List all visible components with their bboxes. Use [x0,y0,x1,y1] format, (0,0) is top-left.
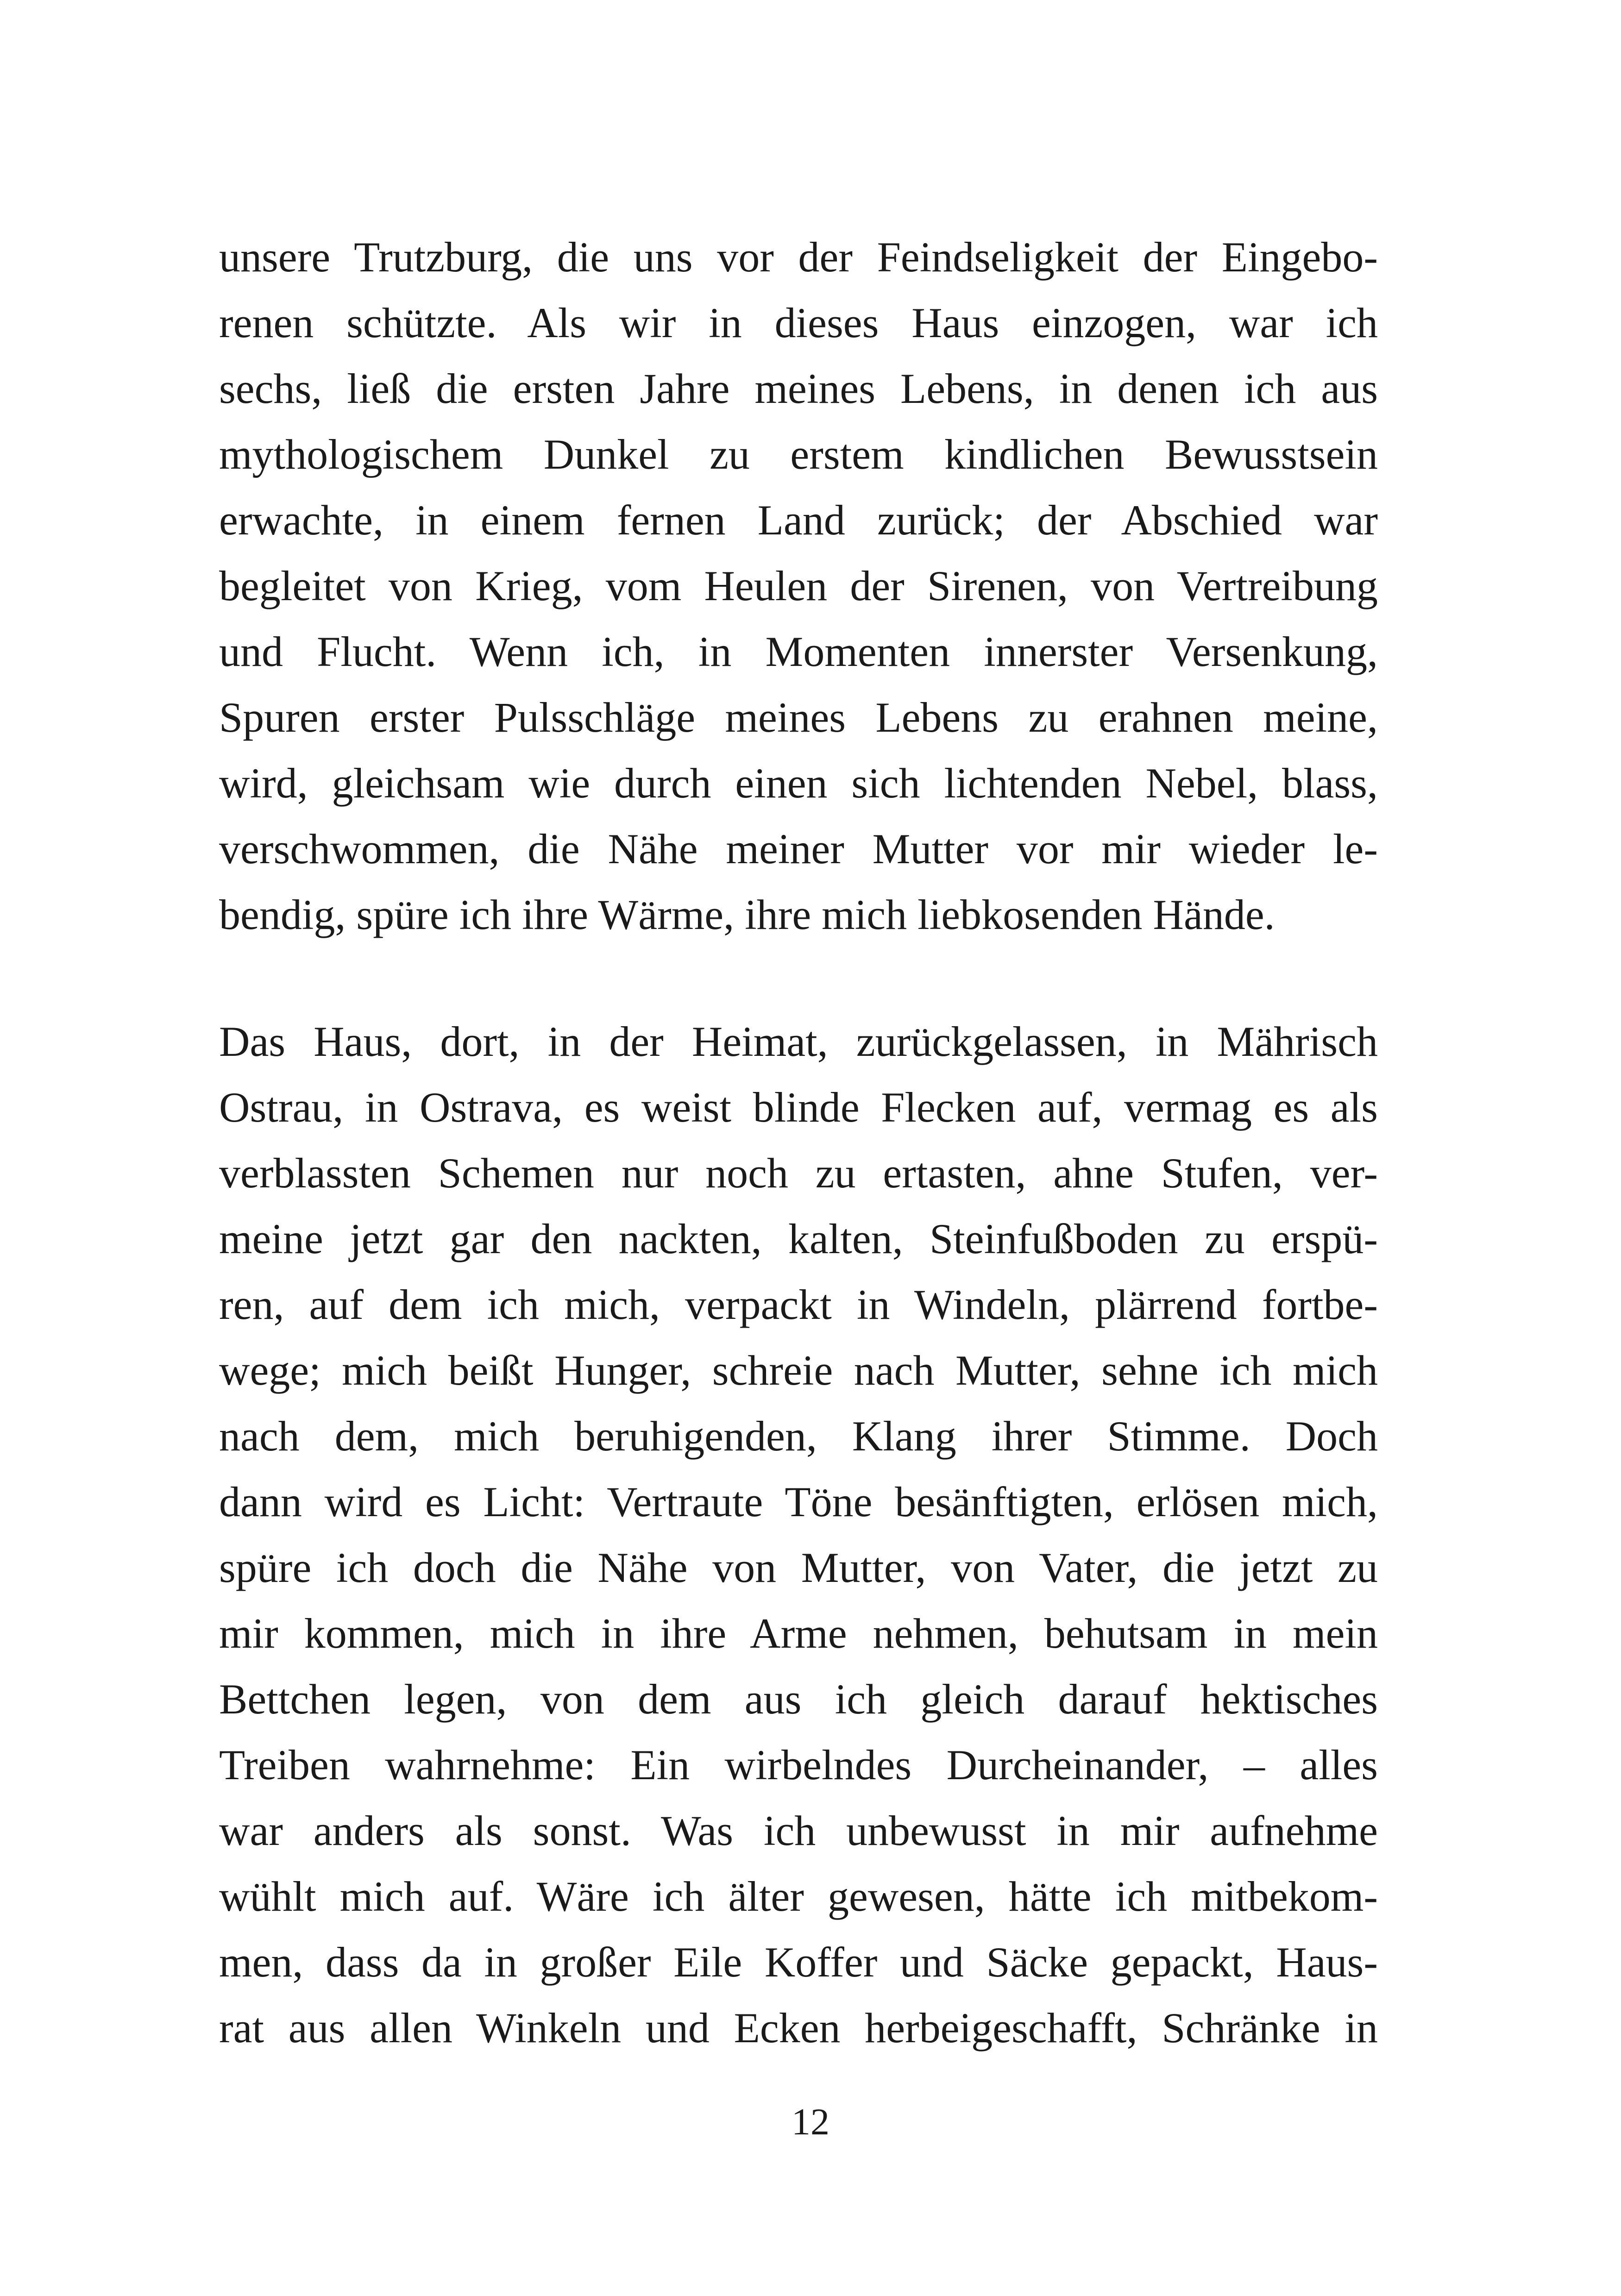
text-line: erwachte, in einem fernen Land zurück; der Abschied war [219,496,1378,544]
text-line: wege; mich beißt Hunger, schreie nach Mutter, sehne ich mich [219,1347,1378,1394]
text-line: spüre ich doch die Nähe von Mutter, von Vater, die jetzt zu [219,1544,1378,1591]
text-line: rat aus allen Winkeln und Ecken herbeigeschafft, Schränke in [219,2004,1378,2051]
text-line: mir kommen, mich in ihre Arme nehmen, behutsam in mein [219,1610,1378,1657]
text-line: renen schützte. Als wir in dieses Haus einzogen, war ich [219,299,1378,346]
text-line: bendig, spüre ich ihre Wärme, ihre mich liebkosenden Hände. [219,891,1275,938]
text-line: sechs, ließ die ersten Jahre meines Lebens, in denen ich aus [219,365,1378,412]
text-line: wühlt mich auf. Wäre ich älter gewesen, hätte ich mitbekom- [219,1873,1378,1920]
paragraph-1 [219,224,1378,947]
paragraph-2 [219,1009,1378,2061]
text-line: Ostrau, in Ostrava, es weist blinde Flecken auf, vermag es als [219,1084,1378,1131]
text-line: Bettchen legen, von dem aus ich gleich darauf hektisches [219,1675,1378,1723]
text-line: begleitet von Krieg, vom Heulen der Sirenen, von Vertreibung [219,562,1378,609]
text-line: dann wird es Licht: Vertraute Töne besänftigten, erlösen mich, [219,1478,1378,1525]
text-line: war anders als sonst. Was ich unbewusst in mir aufnehme [219,1807,1378,1854]
text-line: ren, auf dem ich mich, verpackt in Windeln, plärrend fortbe- [219,1281,1378,1328]
text-line: wird, gleichsam wie durch einen sich lichtenden Nebel, blass, [219,759,1378,807]
text-line: Spuren erster Pulsschläge meines Lebens zu erahnen meine, [219,694,1378,741]
page-number: 12 [792,2101,829,2143]
text-line: nach dem, mich beruhigenden, Klang ihrer Stimme. Doch [219,1412,1378,1460]
text-line: verschwommen, die Nähe meiner Mutter vor mir wieder le- [219,825,1378,872]
text-line: Treiben wahrnehme: Ein wirbelndes Durcheinander, – alles [219,1741,1378,1788]
text-line: und Flucht. Wenn ich, in Momenten innerster Versenkung, [219,628,1378,675]
text-line: mythologischem Dunkel zu erstem kindlichen Bewusstsein [219,431,1378,478]
text-line: meine jetzt gar den nackten, kalten, Steinfußboden zu erspü- [219,1215,1378,1262]
text-line: verblassten Schemen nur noch zu ertasten, ahne Stufen, ver- [219,1149,1378,1197]
text-line: unsere Trutzburg, die uns vor der Feindseligkeit der Eingebo- [219,233,1378,281]
text-line: men, dass da in großer Eile Koffer und Säcke gepackt, Haus- [219,1938,1378,1986]
text-line: Das Haus, dort, in der Heimat, zurückgelassen, in Mährisch [219,1018,1378,1065]
